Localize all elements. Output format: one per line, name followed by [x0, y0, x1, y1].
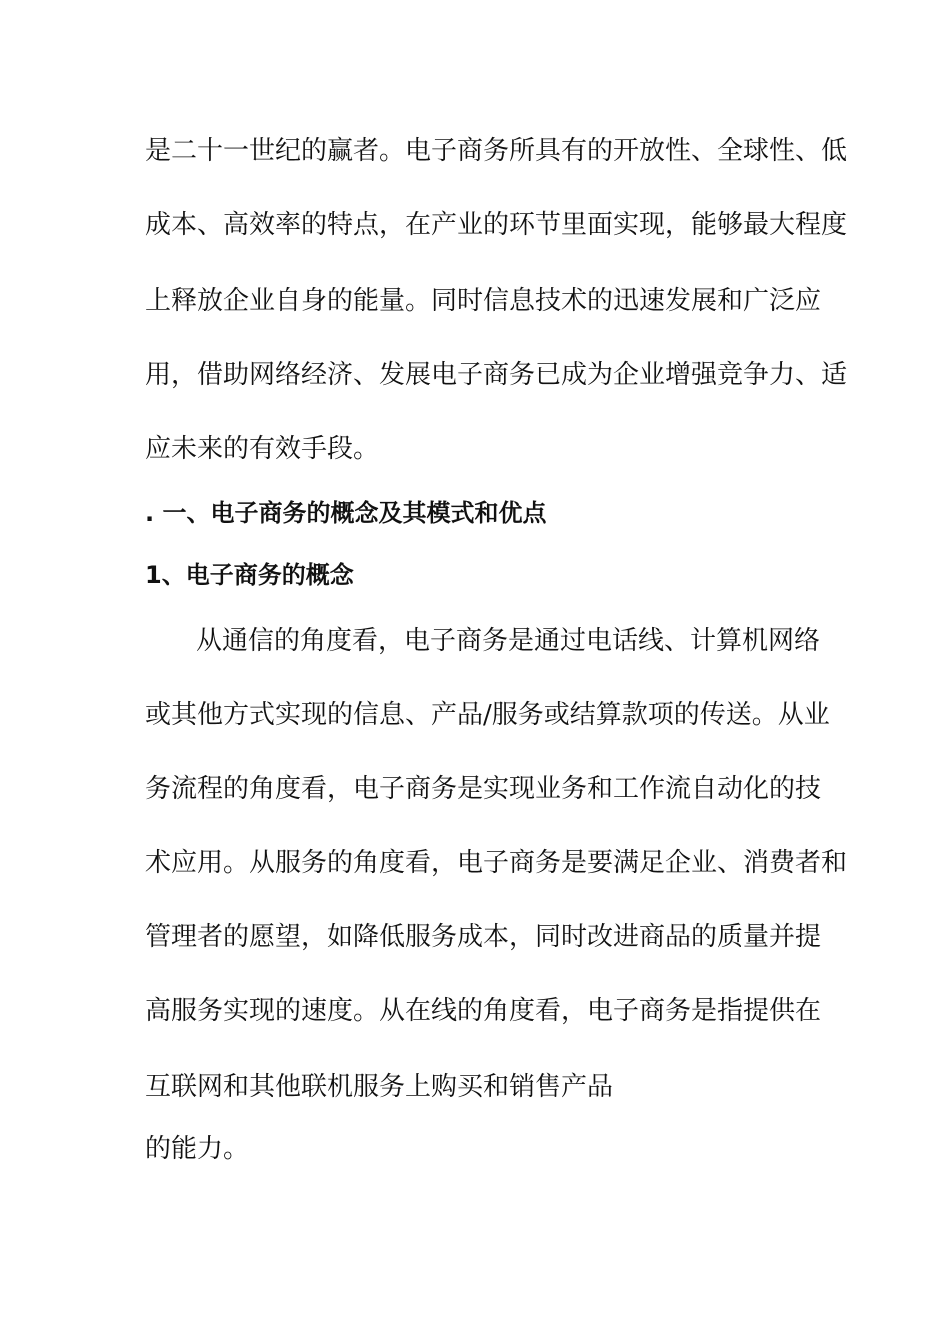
concept-line-1: 从通信的角度看，电子商务是通过电话线、计算机网络 [196, 626, 821, 656]
concept-line-2: 或其他方式实现的信息、产品/服务或结算款项的传送。从业 [145, 700, 830, 730]
intro-line-1: 是二十一世纪的赢者。电子商务所具有的开放性、全球性、低 [145, 136, 848, 166]
concept-line-4: 术应用。从服务的角度看，电子商务是要满足企业、消费者和 [145, 848, 848, 878]
concept-line-8: 的能力。 [145, 1134, 250, 1164]
section-heading: . 一、电子商务的概念及其模式和优点 [145, 499, 547, 527]
intro-line-2: 成本、高效率的特点，在产业的环节里面实现，能够最大程度 [145, 210, 848, 240]
concept-line-6: 高服务实现的速度。从在线的角度看，电子商务是指提供在 [145, 996, 822, 1026]
concept-line-3: 务流程的角度看，电子商务是实现业务和工作流自动化的技 [145, 774, 822, 804]
concept-line-7: 互联网和其他联机服务上购买和销售产品 [145, 1072, 614, 1102]
subsection-heading: 1、电子商务的概念 [145, 561, 354, 589]
concept-line-5: 管理者的愿望，如降低服务成本，同时改进商品的质量并提 [145, 922, 822, 952]
intro-line-4: 用，借助网络经济、发展电子商务已成为企业增强竞争力、适 [145, 360, 848, 390]
intro-line-5: 应未来的有效手段。 [145, 434, 380, 464]
intro-line-3: 上释放企业自身的能量。同时信息技术的迅速发展和广泛应 [145, 286, 822, 316]
